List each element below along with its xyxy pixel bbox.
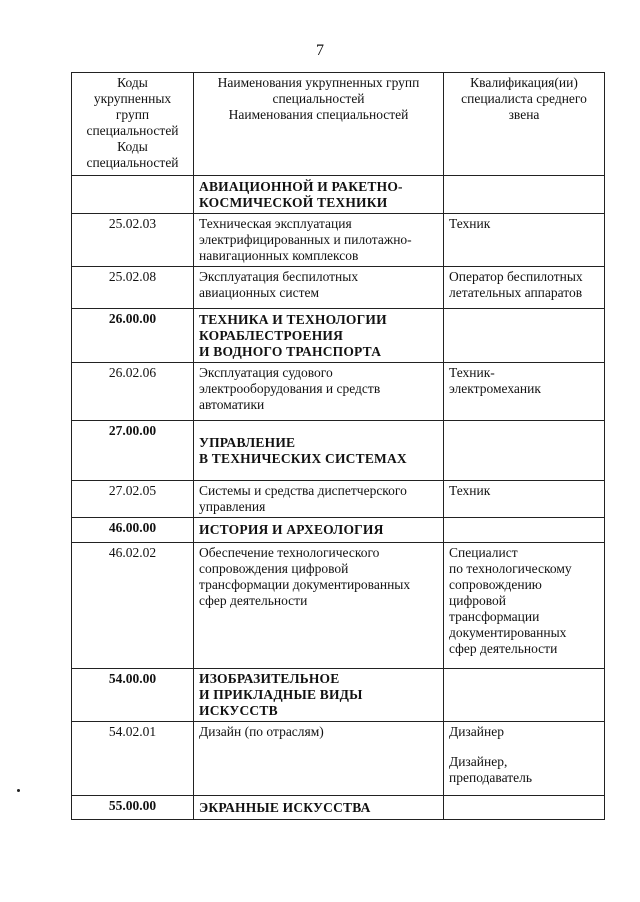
specialty-row xyxy=(72,363,605,421)
group-row xyxy=(72,309,605,363)
specialty-code: 25.02.08 xyxy=(72,267,194,309)
specialty-qualification: Техник- электромеханик xyxy=(444,363,605,421)
specialty-qualification: Техник xyxy=(444,481,605,518)
specialty-code: 54.02.01 xyxy=(72,722,194,796)
specialty-code: 25.02.03 xyxy=(72,214,194,267)
group-qualification xyxy=(444,309,605,363)
group-title: ИЗОБРАЗИТЕЛЬНОЕ И ПРИКЛАДНЫЕ ВИДЫ ИСКУССТВ xyxy=(194,669,444,722)
group-qualification xyxy=(444,796,605,820)
group-qualification xyxy=(444,421,605,481)
specialty-qualification-second: Дизайнер, преподаватель xyxy=(449,754,533,785)
specialty-qualification: Дизайнер xyxy=(449,724,504,739)
specialty-row xyxy=(72,722,605,796)
group-row xyxy=(72,796,605,820)
specialty-row xyxy=(72,214,605,267)
specialty-name: Системы и средства диспетчерского управления xyxy=(194,481,444,518)
group-title: ТЕХНИКА И ТЕХНОЛОГИИ КОРАБЛЕСТРОЕНИЯ И ВОДНОГО ТРАНСПОРТА xyxy=(194,309,444,363)
specialty-qualification: Оператор беспилотных летательных аппаратов xyxy=(444,267,605,309)
specialty-qualification-cell xyxy=(444,722,605,796)
specialty-row xyxy=(72,481,605,518)
group-row xyxy=(72,518,605,543)
group-qualification xyxy=(444,518,605,543)
group-code: 27.00.00 xyxy=(72,421,194,481)
specialty-qualification: Специалист по технологическому сопровождению цифровой трансформации документированных сфер деятельности xyxy=(444,543,605,669)
group-title: УПРАВЛЕНИЕ В ТЕХНИЧЕСКИХ СИСТЕМАХ xyxy=(194,421,444,481)
specialty-code: 27.02.05 xyxy=(72,481,194,518)
specialty-code: 46.02.02 xyxy=(72,543,194,669)
group-title: ИСТОРИЯ И АРХЕОЛОГИЯ xyxy=(194,518,444,543)
specialty-name: Техническая эксплуатация электрифицированных и пилотажно- навигационных комплексов xyxy=(194,214,444,267)
header-qualification: Квалификация(ии) специалиста среднего звена xyxy=(444,73,605,176)
page-number: 7 xyxy=(316,42,324,59)
group-qualification xyxy=(444,176,605,214)
header-names: Наименования укрупненных групп специальностей Наименования специальностей xyxy=(194,73,444,176)
specialty-name: Эксплуатация беспилотных авиационных систем xyxy=(194,267,444,309)
specialty-name: Обеспечение технологического сопровождения цифровой трансформации документированных сфер деятельности xyxy=(194,543,444,669)
group-code: 54.00.00 xyxy=(72,669,194,722)
specialty-code: 26.02.06 xyxy=(72,363,194,421)
group-code: 46.00.00 xyxy=(72,518,194,543)
group-qualification xyxy=(444,669,605,722)
group-row xyxy=(72,176,605,214)
specialty-qualification: Техник xyxy=(444,214,605,267)
group-title: АВИАЦИОННОЙ И РАКЕТНО- КОСМИЧЕСКОЙ ТЕХНИКИ xyxy=(194,176,444,214)
specialty-row xyxy=(72,267,605,309)
group-title: ЭКРАННЫЕ ИСКУССТВА xyxy=(194,796,444,820)
specialty-name: Эксплуатация судового электрооборудования и средств автоматики xyxy=(194,363,444,421)
group-row xyxy=(72,669,605,722)
specialty-row xyxy=(72,543,605,669)
group-code xyxy=(72,176,194,214)
table-header-row xyxy=(72,73,605,176)
group-row xyxy=(72,421,605,481)
specialty-name: Дизайн (по отраслям) xyxy=(194,722,444,796)
group-code: 26.00.00 xyxy=(72,309,194,363)
group-code: 55.00.00 xyxy=(72,796,194,820)
header-codes: Коды укрупненных групп специальностей Коды специальностей xyxy=(72,73,194,176)
margin-mark xyxy=(17,789,20,792)
specialties-table xyxy=(71,72,605,820)
